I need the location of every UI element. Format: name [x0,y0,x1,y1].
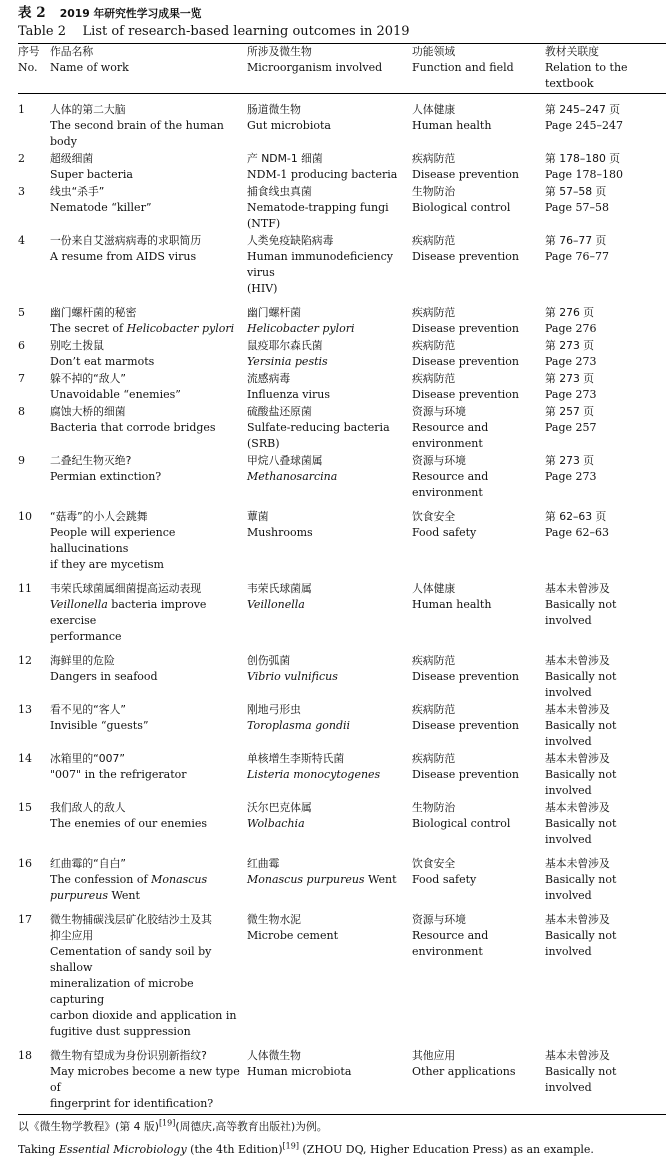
table-container [18,4,666,1158]
cell-name: 幽门螺杆菌的秘密 The secret of Helicobacter pylori [50,306,235,335]
cell-microorganism: 韦荣氏球菌属 Veillonella [247,582,312,611]
cell-microorganism: 甲烷八叠球菌属 Methanosarcina [247,454,338,483]
footnote-zh: 以《微生物学教程》(第 4 版)[19](周德庆,高等教育出版社)为例。 [18,1118,328,1133]
cell-no: 5 [18,306,25,319]
cell-microorganism: 肠道微生物 Gut microbiota [247,103,331,132]
table-row [18,1040,666,1112]
cell-no: 14 [18,752,32,765]
cell-no: 2 [18,152,25,165]
caption-title-zh: 2019 年研究性学习成果一览 [59,7,202,20]
caption-zh [18,4,666,23]
cell-microorganism: 幽门螺杆菌 Helicobacter pylori [247,306,355,335]
cell-function: 疾病防范 Disease prevention [412,703,519,732]
cell-function: 其他应用 Other applications [412,1049,516,1078]
cell-microorganism: 沃尔巴克体属 Wolbachia [247,801,312,830]
cell-name: 红曲霉的“自白” The confession of Monascus purpureus Went [50,857,208,902]
cell-no: 13 [18,703,32,716]
cell-microorganism: 流感病毒 Influenza virus [247,372,331,401]
caption-en [18,23,666,40]
cell-relation: 基本未曾涉及 Basically not involved [545,913,617,958]
header-micro: 所涉及微生物 Microorganism involved [247,45,383,74]
cell-relation: 基本未曾涉及 Basically not involved [545,582,617,627]
cell-relation: 第 178–180 页 Page 178–180 [545,152,624,181]
cell-relation: 基本未曾涉及 Basically not involved [545,857,617,902]
cell-function: 疾病防范 Disease prevention [412,654,519,683]
header-rel: 教材关联度 Relation to the textbook [545,45,628,90]
cell-name: 冰箱里的“007” "007" in the refrigerator [50,752,187,781]
cell-relation: 第 273 页 Page 273 [545,454,597,483]
cell-relation: 基本未曾涉及 Basically not involved [545,1049,617,1094]
cell-microorganism: 红曲霉 Monascus purpureus Went [247,857,397,886]
cell-function: 疾病防范 Disease prevention [412,372,519,401]
cell-no: 12 [18,654,32,667]
header-no: 序号 No. [18,45,40,74]
cell-no: 3 [18,185,25,198]
cell-function: 人体健康 Human health [412,103,492,132]
cell-no: 10 [18,510,32,523]
cell-function: 资源与环境 Resource and environment [412,913,489,958]
table-row [18,501,666,573]
cell-name: 微生物捕碳浅层矿化胶结沙土及其 抑尘应用 Cementation of sandy soil by shallow mineralization of microbe capturing carbon dioxide and application in fugitive dust suppression [50,913,237,1038]
cell-function: 疾病防范 Disease prevention [412,152,519,181]
table-row [18,645,666,701]
table-row [18,150,666,183]
cell-no: 18 [18,1049,32,1062]
cell-function: 生物防治 Biological control [412,185,511,214]
cell-relation: 基本未曾涉及 Basically not involved [545,703,617,748]
table-row [18,750,666,799]
footnote-en: Taking Essential Microbiology (the 4th Edition)[19] (ZHOU DQ, Higher Education Press) as an example. [18,1141,594,1156]
cell-name: 韦荣氏球菌属细菌提高运动表现 Veillonella bacteria improve exercise performance [50,582,207,643]
cell-microorganism: 产 NDM-1 细菌 NDM-1 producing bacteria [247,152,398,181]
cell-no: 9 [18,454,25,467]
cell-function: 人体健康 Human health [412,582,492,611]
cell-name: 微生物有望成为身份识别新指纹? May microbes become a new type of fingerprint for identification? [50,1049,240,1110]
cell-no: 11 [18,582,32,595]
cell-microorganism: 人类免疫缺陷病毒 Human immunodeficiency virus (HIV) [247,234,393,295]
cell-microorganism: 硫酸盐还原菌 Sulfate-reducing bacteria (SRB) [247,405,390,450]
table-row [18,337,666,370]
caption-label-en: Table 2 [18,24,66,39]
cell-no: 17 [18,913,32,926]
table-row [18,452,666,501]
header-name: 作品名称 Name of work [50,45,129,74]
header-func: 功能领域 Function and field [412,45,514,74]
outcomes-table [18,44,666,93]
cell-no: 4 [18,234,25,247]
table-row [18,904,666,1040]
cell-name: 超级细菌 Super bacteria [50,152,133,181]
cell-relation: 第 62–63 页 Page 62–63 [545,510,610,539]
cell-function: 饮食安全 Food safety [412,510,477,539]
cell-no: 15 [18,801,32,814]
cell-relation: 基本未曾涉及 Basically not involved [545,752,617,797]
cell-name: 看不见的“客人” Invisible “guests” [50,703,149,732]
cell-name: 腐蚀大桥的细菌 Bacteria that corrode bridges [50,405,216,434]
cell-function: 疾病防范 Disease prevention [412,306,519,335]
cell-function: 疾病防范 Disease prevention [412,234,519,263]
cell-microorganism: 人体微生物 Human microbiota [247,1049,352,1078]
bottom-rule [18,1114,666,1115]
cell-function: 生物防治 Biological control [412,801,511,830]
cell-no: 6 [18,339,25,352]
cell-relation: 第 273 页 Page 273 [545,339,597,368]
cell-no: 8 [18,405,25,418]
table-row [18,232,666,297]
cell-microorganism: 单核增生李斯特氏菌 Listeria monocytogenes [247,752,381,781]
cell-no: 1 [18,103,25,116]
cell-name: 二叠纪生物灭绝? Permian extinction? [50,454,162,483]
outcomes-table-body [18,94,666,1112]
cell-function: 疾病防范 Disease prevention [412,752,519,781]
cell-relation: 第 257 页 Page 257 [545,405,597,434]
cell-relation: 第 245–247 页 Page 245–247 [545,103,624,132]
cell-microorganism: 鼠疫耶尔森氏菌 Yersinia pestis [247,339,328,368]
table-row [18,701,666,750]
cell-relation: 基本未曾涉及 Basically not involved [545,654,617,699]
cell-name: 一份来自艾滋病病毒的求职简历 A resume from AIDS virus [50,234,202,263]
table-row [18,403,666,452]
cell-function: 资源与环境 Resource and environment [412,405,489,450]
table-row [18,799,666,848]
cell-microorganism: 蕈菌 Mushrooms [247,510,313,539]
header-row [18,44,666,93]
cell-name: 人体的第二大脑 The second brain of the human body [50,103,224,148]
table-row [18,370,666,403]
cell-microorganism: 创伤弧菌 Vibrio vulnificus [247,654,338,683]
cell-microorganism: 捕食线虫真菌 Nematode-trapping fungi (NTF) [247,185,389,230]
cell-relation: 基本未曾涉及 Basically not involved [545,801,617,846]
cell-no: 16 [18,857,32,870]
cell-name: “菇毒”的小人会跳舞 People will experience hallucinations if they are mycetism [50,510,176,571]
cell-function: 资源与环境 Resource and environment [412,454,489,499]
cell-name: 躲不掉的“敌人” Unavoidable “enemies” [50,372,181,401]
cell-name: 我们敌人的敌人 The enemies of our enemies [50,801,207,830]
cell-name: 海鲜里的危险 Dangers in seafood [50,654,158,683]
cell-relation: 第 57–58 页 Page 57–58 [545,185,610,214]
cell-microorganism: 刚地弓形虫 Toroplasma gondii [247,703,351,732]
cell-microorganism: 微生物水泥 Microbe cement [247,913,338,942]
table-row [18,848,666,904]
cell-function: 饮食安全 Food safety [412,857,477,886]
caption-title-en: List of research-based learning outcomes in 2019 [82,24,410,39]
cell-relation: 第 276 页 Page 276 [545,306,597,335]
caption-label-zh: 表 2 [18,5,46,21]
cell-function: 疾病防范 Disease prevention [412,339,519,368]
table-row [18,94,666,150]
cell-no: 7 [18,372,25,385]
table-row [18,297,666,337]
cell-name: 别吃土拨鼠 Don’t eat marmots [50,339,155,368]
cell-relation: 第 76–77 页 Page 76–77 [545,234,610,263]
cell-relation: 第 273 页 Page 273 [545,372,597,401]
cell-name: 线虫“杀手” Nematode “killer” [50,185,152,214]
table-row [18,183,666,232]
table-row [18,573,666,645]
